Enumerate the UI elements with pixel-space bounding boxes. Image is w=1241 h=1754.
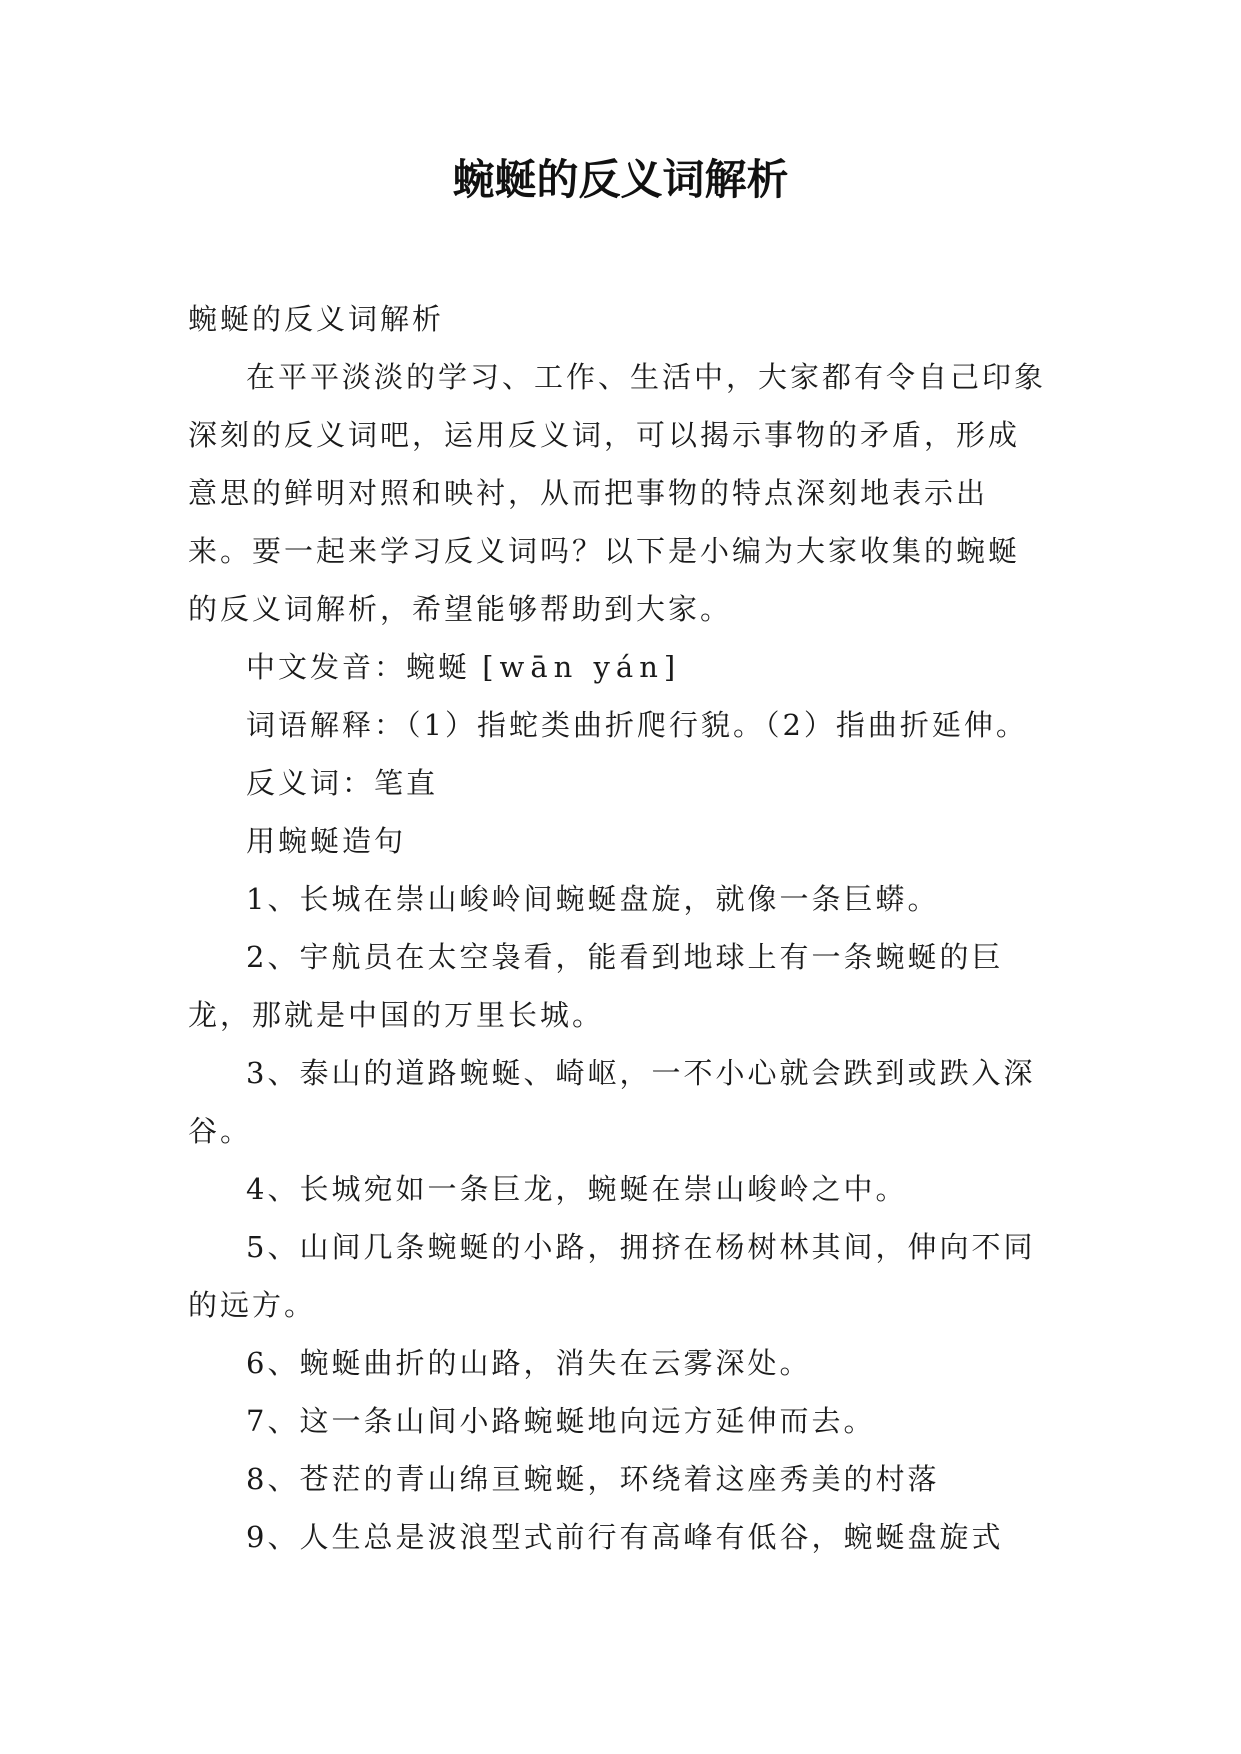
subtitle-line: 蜿蜒的反义词解析 bbox=[188, 302, 445, 336]
sentence-item: 7、这一条山间小路蜿蜒地向远方延伸而去。 bbox=[246, 1404, 876, 1438]
sentence-item: 9、人生总是波浪型式前行有高峰有低谷，蜿蜒盘旋式 bbox=[246, 1520, 1004, 1554]
document-body bbox=[188, 290, 1048, 1566]
sentence-item: 4、长城宛如一条巨龙，蜿蜒在崇山峻岭之中。 bbox=[246, 1172, 908, 1206]
pronunciation-label: 中文发音：蜿蜒 bbox=[246, 650, 483, 684]
sentence-item: 3、泰山的道路蜿蜒、崎岖，一不小心就会跌到或跌入深谷。 bbox=[188, 1056, 1036, 1148]
pronunciation-pinyin: [wān yán] bbox=[482, 650, 682, 684]
intro-paragraph: 在平平淡淡的学习、工作、生活中，大家都有令自己印象深刻的反义词吧，运用反义词，可以揭示事物的矛盾，形成意思的鲜明对照和映衬，从而把事物的特点深刻地表示出来。要一起来学习反义词吗？以下是小编为大家收集的蜿蜒的反义词解析，希望能够帮助到大家。 bbox=[188, 360, 1047, 626]
sentences-heading: 用蜿蜒造句 bbox=[246, 824, 407, 858]
sentence-item: 2、宇航员在太空袅看，能看到地球上有一条蜿蜒的巨龙，那就是中国的万里长城。 bbox=[188, 940, 1004, 1032]
sentence-item: 8、苍茫的青山绵亘蜿蜒，环绕着这座秀美的村落 bbox=[246, 1462, 940, 1496]
antonym-line: 反义词：笔直 bbox=[246, 766, 439, 800]
document-title: 蜿蜒的反义词解析 bbox=[452, 155, 789, 204]
sentence-item: 1、长城在崇山峻岭间蜿蜒盘旋，就像一条巨蟒。 bbox=[246, 882, 940, 916]
pronunciation-line bbox=[188, 638, 1048, 696]
sentence-item: 5、山间几条蜿蜒的小路，拥挤在杨树林其间，伸向不同的远方。 bbox=[188, 1230, 1036, 1322]
sentence-item: 6、蜿蜒曲折的山路，消失在云雾深处。 bbox=[246, 1346, 812, 1380]
definition-line: 词语解释：（1）指蛇类曲折爬行貌。（2）指曲折延伸。 bbox=[246, 708, 1028, 742]
